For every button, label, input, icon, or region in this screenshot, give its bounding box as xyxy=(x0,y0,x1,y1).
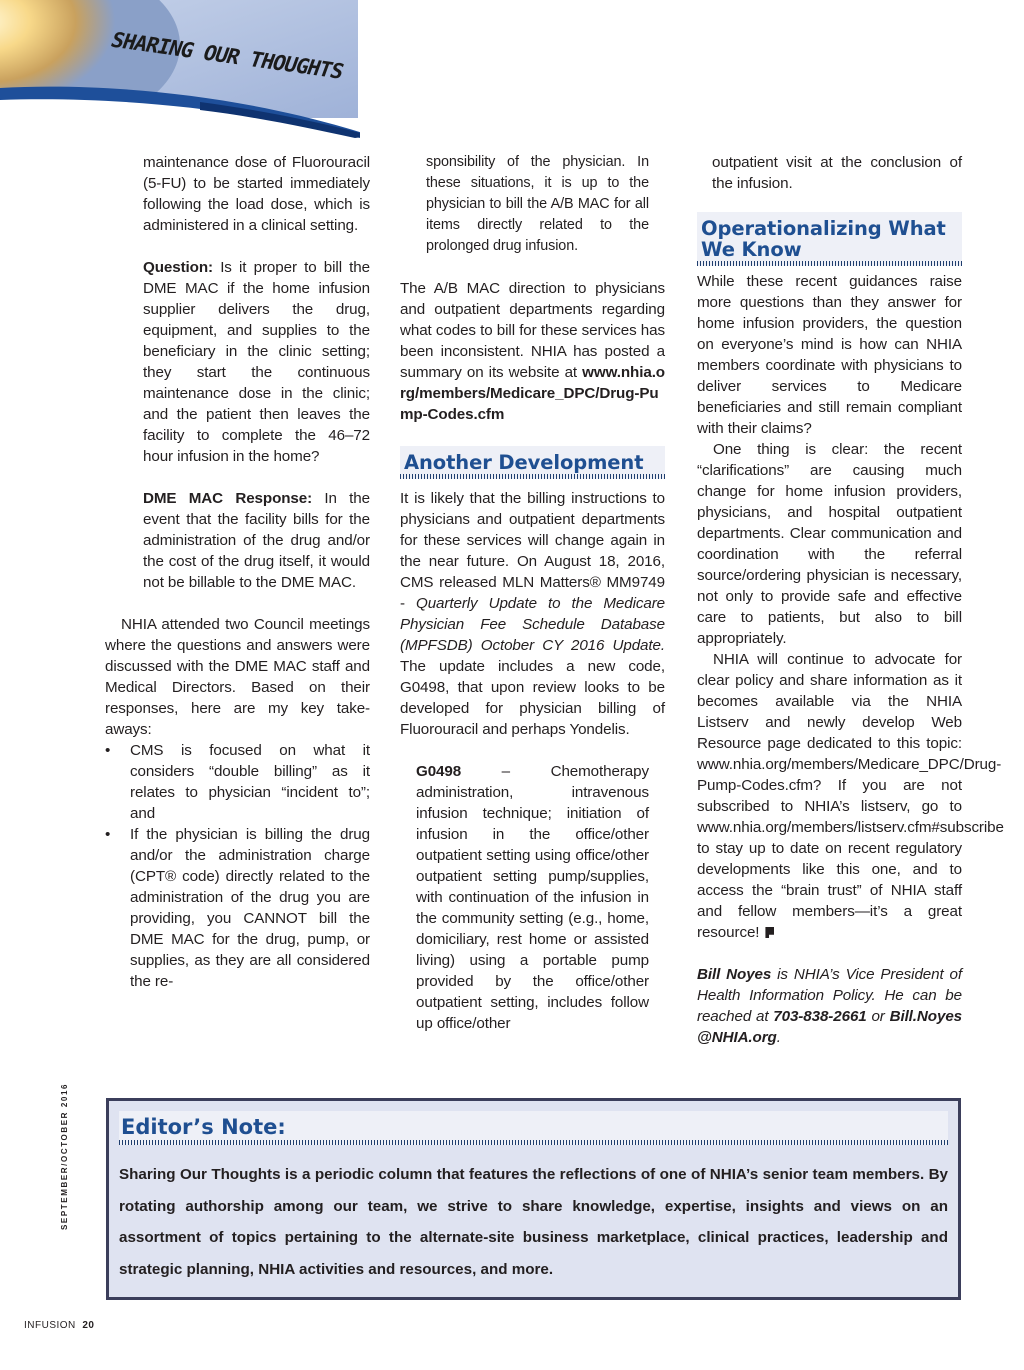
author-phone: 703-838-2661 xyxy=(773,1008,867,1025)
magazine-name: INFUSION xyxy=(24,1320,76,1331)
col2-paragraph-3 xyxy=(400,488,665,740)
g0498-text: – Chemotherapy administration, intravenous infusion technique; initiation of infusion in the office/other outpatient setting using office/other outpatient setting pump/supplies, with continuation of the infusion in the community setting (e.g., home, domiciliary, rest home or assisted living) using a portable pump provided by the office/other outpatient setting, includes follow up office/other xyxy=(416,763,649,1032)
col2-paragraph-2-text: The A/B MAC direction to physicians and outpatient departments regarding what codes to bill for these services has been inconsistent. NHIA has posted a summary on its website at xyxy=(400,280,665,381)
author-bio-text: is NHIA’s Vice President of Health Information Policy. He can be reached at xyxy=(697,966,962,1025)
editors-note-box xyxy=(106,1098,961,1300)
author-name: Bill Noyes xyxy=(697,966,772,983)
list-item: • CMS is focused on what it considers “double billing” as it relates to physician “incident to”; and xyxy=(105,740,370,824)
author-email[interactable]: Bill.Noyes@NHIA.org xyxy=(697,1008,963,1046)
g0498-paragraph xyxy=(400,761,665,1034)
operationalizing-heading xyxy=(697,212,962,266)
editors-note-title: Editor’s Note: xyxy=(121,1115,286,1139)
col2-paragraph-3-text: It is likely that the billing instructions to physicians and outpatient departments for these services will change again in the near future. On August 18, 2016, CMS released MLN Matters® MM9749 - xyxy=(400,490,665,612)
dpc-link[interactable]: www.nhia.org/members/Medicare_DPC/Drug-Pump-Codes.cfm xyxy=(400,364,665,423)
author-bio-end: . xyxy=(776,1029,781,1046)
question-label: Question: xyxy=(143,259,213,276)
editors-note-body: Sharing Our Thoughts is a periodic column that features the reflections of one of NHIA’s senior team members. By rotating authorship among our team, we strive to share knowledge, expertise, insights and views on an assortment of topics pertaining to the alternate-site business marketplace, clinical practices, leadership and strategic planning, NHIA activities and resources, and more. xyxy=(119,1166,948,1278)
list-item: • If the physician is billing the drug and/or the administration charge (CPT® code) directly related to the administration of the drug you are providing, you CANNOT bill the DME MAC for the drug, pump, or supplies, as they are all considered the re- xyxy=(105,824,370,992)
col2-paragraph-2 xyxy=(400,278,665,425)
column-1 xyxy=(105,152,370,992)
page-number: 20 xyxy=(82,1320,95,1331)
author-bio-or: or xyxy=(866,1008,890,1025)
col3-paragraph-4-text: NHIA will continue to advocate for clear policy and share information as it becomes available via the NHIA Listserv and newly develop Web Resource page dedicated to this topic: www.nhia.org/members/Medicare_DPC/Drug-Pump-Codes.cfm? If you are not subscribed to NHIA’s listserv, go to www.nhia.org/members/listserv.cfm#subscribe to stay up to date on recent regulatory developments like this one, and to access the “brain trust” of NHIA staff and fellow members—it’s a great resource! xyxy=(697,651,1004,941)
response-paragraph xyxy=(105,488,370,593)
col2-continuation: sponsibility of the physician. In these situations, it is up to the physician to bill the A/B MAC for all items directly related to the prolonged drug infusion. xyxy=(426,154,649,254)
column-3 xyxy=(697,152,1004,1048)
another-development-heading-text: Another Development xyxy=(404,451,644,474)
column-2 xyxy=(400,152,665,1034)
author-bio xyxy=(697,964,962,1048)
question-paragraph xyxy=(105,257,370,467)
end-mark-icon xyxy=(765,927,774,938)
operationalizing-heading-text: Operationalizing What We Know xyxy=(701,217,946,261)
col1-paragraph-1: maintenance dose of Fluorouracil (5-FU) to be started immediately following the load dose, which is administered in a clinical setting. xyxy=(143,154,370,234)
takeaway-list xyxy=(105,740,370,992)
col3-paragraph-4 xyxy=(697,649,1004,943)
response-label: DME MAC Response: xyxy=(143,490,313,507)
response-text: In the event that the facility bills for the administration of the drug and/or the cost of the drug itself, it would not be billable to the DME MAC. xyxy=(143,490,370,591)
issue-date-vertical: SEPTEMBER/OCTOBER 2016 xyxy=(60,1082,69,1230)
col3-paragraph-2: While these recent guidances raise more questions than they answer for home infusion providers, the question on everyone’s mind is how can NHIA members coordinate with physicians to deliver services to Medicare beneficiaries and still remain compliant with their claims? xyxy=(697,273,962,437)
col3-paragraph-1: outpatient visit at the conclusion of the infusion. xyxy=(712,154,962,192)
mln-matters-title: Quarterly Update to the Medicare Physician Fee Schedule Database (MPFSDB) October CY 2016 Update. xyxy=(400,595,665,654)
question-text: Is it proper to bill the DME MAC if the home infusion supplier delivers the drug, equipment, and supplies to the beneficiary in the clinic setting; they start the continuous maintenance dose in the clinic; and the patient then leaves the facility to complete the 46–72 hour infusion in the home? xyxy=(143,259,370,465)
g0498-label: G0498 xyxy=(416,763,462,780)
col3-paragraph-3: One thing is clear: the recent “clarifications” are causing much change for home infusion providers, physicians, and hospital outpatient departments. Clear communication and coordination with the referral source/ordering physician is necessary, not only to provide safe and effective care to patients, but also to bill appropriately. xyxy=(697,441,962,647)
page-footer xyxy=(24,1320,94,1331)
col1-paragraph-2: NHIA attended two Council meetings where the questions and answers were discussed with the DME MAC staff and Medical Directors. Based on their responses, here are my key take-aways: xyxy=(105,616,370,738)
banner-title: SHARING OUR THOUGHTS xyxy=(107,28,347,84)
column-banner xyxy=(0,0,360,138)
col2-paragraph-3-end: The update includes a new code, G0498, that upon review looks to be developed for physician billing of Fluorouracil and perhaps Yondelis. xyxy=(400,658,665,738)
another-development-heading xyxy=(400,446,665,479)
